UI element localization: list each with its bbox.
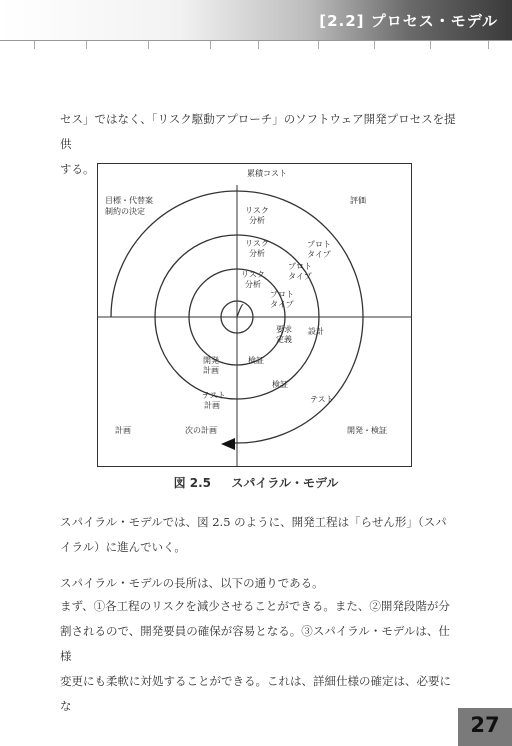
body-line: 割されるので、開発要員の確保が容易となる。③スパイラル・モデルは、仕様 <box>60 624 450 663</box>
spiral-label: タイプ <box>288 272 312 281</box>
spiral-label: プロト <box>270 290 294 299</box>
spiral-label: プロト <box>288 262 312 271</box>
spiral-label: テスト <box>310 395 334 404</box>
cumulative-cost-label: 累積コスト <box>247 169 287 178</box>
spiral-label: 分析 <box>249 216 265 225</box>
spiral-label: 設計 <box>308 327 324 336</box>
spiral-center <box>237 305 243 317</box>
body-line: まず、①各工程のリスクを減少させることができる。また、②開発段階が分 <box>60 599 450 613</box>
caption-text: スパイラル・モデル <box>231 476 339 490</box>
caption-number: 図 2.5 <box>173 476 211 490</box>
spiral-label: タイプ <box>307 250 331 259</box>
spiral-label: リスク <box>245 206 269 215</box>
section-title: [2.2] プロセス・モデル <box>319 12 498 30</box>
body-paragraph-2 <box>60 571 460 596</box>
body-line: スパイラル・モデルでは、図 2.5 のように、開発工程は「らせん形」（スパ <box>60 515 447 529</box>
spiral-label: 検証 <box>248 356 264 365</box>
quadrant-label: 制約の決定 <box>105 207 145 216</box>
quadrant-label: 開発・検証 <box>347 426 387 435</box>
spiral-label: 次の計画 <box>185 426 217 435</box>
body-paragraph-3 <box>60 594 460 719</box>
spiral-label: 定義 <box>276 335 292 344</box>
spiral-label: 計画 <box>203 366 219 375</box>
header-band <box>0 0 512 40</box>
quadrant-label: 目標・代替案 <box>105 196 153 205</box>
quadrant-label: 計画 <box>115 426 131 435</box>
quadrant-label: 評価 <box>350 196 366 205</box>
figure-caption <box>0 474 512 491</box>
spiral-label: 要求 <box>276 325 292 334</box>
spiral-label: リスク <box>241 270 265 279</box>
spiral-label: リスク <box>245 239 269 248</box>
spiral-outer-arc <box>237 317 363 443</box>
spiral-arrowhead <box>221 438 235 450</box>
spiral-label: 開発 <box>203 356 219 365</box>
spiral-label: 分析 <box>249 249 265 258</box>
body-line: スパイラル・モデルの長所は、以下の通りである。 <box>60 576 324 590</box>
body-line: イラル）に進んでいく。 <box>60 540 186 554</box>
spiral-label: 分析 <box>245 280 261 289</box>
spiral-label: プロト <box>307 240 331 249</box>
spiral-label: テスト <box>202 391 226 400</box>
body-paragraph-1 <box>60 510 460 560</box>
page-number: 27 <box>470 713 500 737</box>
spiral-label: タイプ <box>270 300 294 309</box>
spiral-model-figure <box>97 163 412 467</box>
intro-line-2: する。 <box>60 162 95 176</box>
spiral-label: 計画 <box>204 401 220 410</box>
header-rule <box>0 40 512 53</box>
intro-line-1: セス」ではなく、「リスク駆動アプローチ」のソフトウェア開発プロセスを提供 <box>60 112 456 151</box>
spiral-label: 検証 <box>272 380 288 389</box>
body-line: 変更にも柔軟に対処することができる。これは、詳細仕様の確定は、必要にな <box>60 674 451 713</box>
